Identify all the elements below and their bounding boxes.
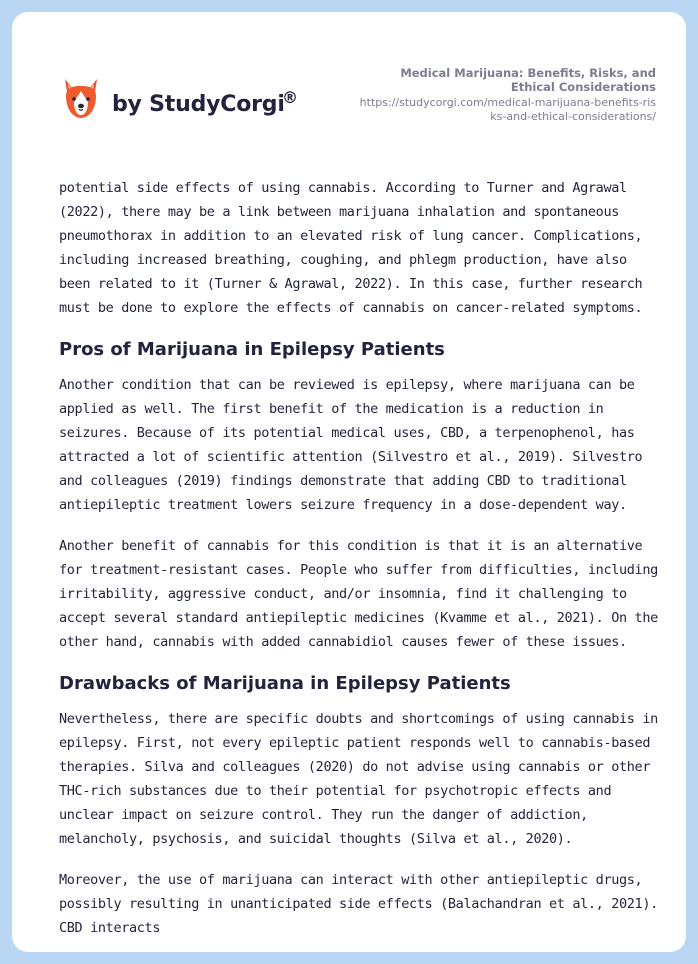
article-body bbox=[59, 176, 659, 952]
corgi-head-icon bbox=[60, 76, 102, 122]
section-heading-drawbacks: Drawbacks of Marijuana in Epilepsy Patients bbox=[59, 673, 511, 694]
document-page bbox=[12, 12, 686, 952]
section-heading-pros: Pros of Marijuana in Epilepsy Patients bbox=[59, 339, 445, 360]
page-header bbox=[12, 12, 686, 162]
studycorgi-logo[interactable] bbox=[60, 76, 310, 126]
paragraph: Moreover, the use of marijuana can interact with other antiepileptic drugs, possibly resulting in unanticipated side effects (Balachandran et al., 2021). CBD interacts bbox=[59, 872, 658, 936]
document-url[interactable]: https://studycorgi.com/medical-marijuana-benefits-risks-and-ethical-considerations/ bbox=[359, 96, 656, 123]
intro-paragraph: potential side effects of using cannabis. According to Turner and Agrawal (2022), there may be a link between marijuana inhalation and spontaneous pneumothorax in addition to an elevated risk of lung cancer. Complications, including increased breathing, coughing, and phlegm production, have also been related to it (Turner & Agrawal, 2022). In this case, further research must be done to explore the effects of cannabis on cancer-related symptoms. bbox=[59, 180, 643, 316]
paragraph: Another benefit of cannabis for this condition is that it is an alternative for treatment-resistant cases. People who suffer from difficulties, including irritability, aggressive conduct, and/or insomnia, find it challenging to accept several standard antiepileptic medicines (Kvamme et al., 2021). On the other hand, cannabis with added cannabidiol causes fewer of these issues. bbox=[59, 538, 658, 650]
paragraph: Another condition that can be reviewed is epilepsy, where marijuana can be applied as well. The first benefit of the medication is a reduction in seizures. Because of its potential medical uses, CBD, a terpenophenol, has attracted a lot of scientific attention (Silvestro et al., 2019). Silvestro and colleagues (2019) findings demonstrate that adding CBD to traditional antiepileptic treatment lowers seizure frequency in a dose-dependent way. bbox=[59, 377, 643, 513]
paragraph: Nevertheless, there are specific doubts and shortcomings of using cannabis in epilepsy. First, not every epileptic patient responds well to cannabis-based therapies. Silva and colleagues (2020) do not advise using cannabis or other THC-rich substances due to their potential for psychotropic effects and unclear impact on seizure control. They run the danger of addiction, melancholy, psychosis, and suicidal thoughts (Silva et al., 2020). bbox=[59, 711, 658, 847]
registered-mark: ® bbox=[282, 88, 298, 107]
document-title: Medical Marijuana: Benefits, Risks, and Ethical Considerations bbox=[400, 66, 656, 94]
document-meta bbox=[356, 66, 656, 124]
brand-name: by StudyCorgi bbox=[112, 92, 285, 117]
